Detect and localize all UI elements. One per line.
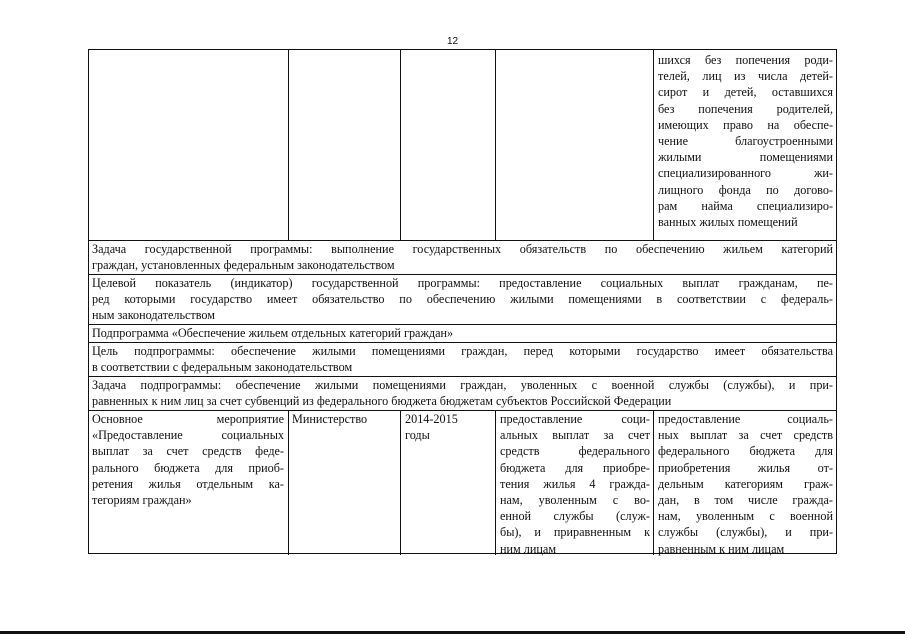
text-line: бы), и приравненным к	[500, 525, 650, 540]
text-line: Министерство	[292, 412, 368, 426]
text-line: ред которыми государство имеет обязательство по обеспечению жилыми помещениями в соответствии с федераль-	[92, 292, 833, 307]
text-line: нам, уволенным с военной	[658, 509, 833, 524]
text-line: Подпрограмма «Обеспечение жильем отдельных категорий граждан»	[92, 326, 454, 340]
subprogram-row	[92, 325, 833, 341]
text-line: чение благоустроенными	[658, 134, 833, 149]
text-line: предоставление социаль-	[658, 412, 833, 426]
text-line: средств федерального	[500, 444, 650, 459]
task-state-program-row	[92, 241, 833, 273]
text-line: лищного фонда по догово-	[658, 182, 833, 197]
text-line: нам, уволенным с во-	[500, 493, 650, 508]
text-line: ным законодательством	[92, 308, 216, 323]
executor-cell	[292, 411, 397, 427]
text-line: «Предоставление социальных	[92, 428, 284, 443]
text-line: предоставление соци-	[500, 412, 650, 426]
text-line: службы (службы), и при-	[658, 525, 833, 540]
text-line: жилыми помещениями	[658, 150, 833, 165]
text-line: тегориям граждан»	[92, 493, 192, 508]
text-line: телей, лиц из числа детей-	[658, 69, 833, 84]
text-line: ванных жилых помещений	[658, 215, 798, 230]
text-line: сирот и детей, оставшихся	[658, 85, 833, 100]
text-line: без попечения родителей,	[658, 101, 833, 116]
measure-name-cell	[92, 411, 284, 508]
text-line: рального бюджета для приоб-	[92, 460, 284, 475]
text-line: альных выплат за счет	[500, 428, 650, 443]
text-line: годы	[405, 428, 430, 443]
text-line: Цель подпрограммы: обеспечение жилыми помещениями граждан, перед которыми государство имеет обязательства	[92, 344, 833, 358]
table-divider	[495, 50, 496, 240]
text-line: ных выплат за счет средств	[658, 428, 833, 443]
text-line: ретения жилья отдельным ка-	[92, 476, 284, 491]
text-line: равненным к ним лицам	[658, 541, 785, 556]
text-line: федерального бюджета для	[658, 444, 833, 459]
text-line: имеющих право на обеспе-	[658, 117, 833, 132]
text-line: дельным категориям граж-	[658, 476, 833, 491]
table-divider	[400, 50, 401, 240]
period-cell	[405, 411, 493, 443]
subprogram-goal-row	[92, 343, 833, 375]
table-divider	[653, 50, 654, 240]
text-line: ним лицам	[500, 541, 557, 556]
text-line: тения жилья 4 гражда-	[500, 476, 650, 491]
table-divider	[495, 410, 496, 555]
text-line: шихся без попечения роди-	[658, 53, 833, 67]
text-line: рам найма специализиро-	[658, 198, 833, 213]
text-line: Основное мероприятие	[92, 412, 284, 426]
text-line: граждан, установленных федеральным законодательством	[92, 258, 395, 273]
subprogram-task-row	[92, 377, 833, 409]
text-line: специализированного жи-	[658, 166, 833, 181]
text-line: бюджета для приобре-	[500, 460, 650, 475]
table-divider	[653, 410, 654, 555]
top-right-cell	[658, 52, 833, 230]
text-line: 2014-2015	[405, 412, 458, 426]
text-line: равненных к ним лиц за счет субвенций из федерального бюджета бюджетам субъектов Российской Федерации	[92, 394, 672, 409]
text-line: Задача подпрограммы: обеспечение жилыми помещениями граждан, уволенных с военной службы (службы), и при-	[92, 378, 833, 392]
program-table	[88, 49, 837, 554]
text-line: приобретения жилья от-	[658, 460, 833, 475]
indicator-cell	[658, 411, 833, 557]
text-line: в соответствии с федеральным законодательством	[92, 360, 353, 375]
result-cell	[500, 411, 650, 557]
text-line: енной службы (служ-	[500, 509, 650, 524]
text-line: Задача государственной программы: выполнение государственных обязательств по обеспечению жильем категорий	[92, 242, 833, 256]
table-divider	[288, 410, 289, 555]
page-number: 12	[446, 36, 459, 47]
text-line: выплат за счет средств феде-	[92, 444, 284, 459]
table-divider	[400, 410, 401, 555]
scan-edge	[0, 631, 905, 634]
text-line: Целевой показатель (индикатор) государственной программы: предоставление социальных выплат гражданам, пе-	[92, 276, 833, 290]
target-indicator-row	[92, 275, 833, 324]
table-divider	[288, 50, 289, 240]
text-line: дан, в том числе гражда-	[658, 493, 833, 508]
